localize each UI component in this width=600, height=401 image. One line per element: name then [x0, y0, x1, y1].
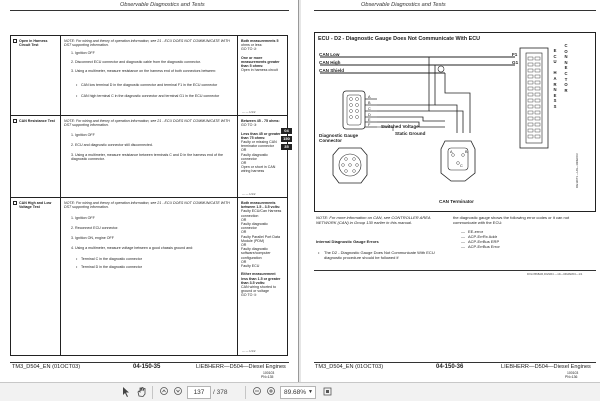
bullet-icon: •: [76, 257, 78, 261]
zoom-select[interactable]: [280, 386, 316, 399]
terminator-pin-label: C: [460, 164, 463, 168]
ecu-pin-label: G1: [512, 60, 519, 65]
result-line: One or more: [241, 55, 263, 60]
bullet-icon: •: [318, 250, 320, 255]
header-rule: [314, 10, 596, 11]
row-reference: — — 1/1/2: [242, 192, 256, 196]
result-cell: [238, 36, 289, 115]
gauge-pin-label: E: [368, 118, 371, 122]
wiring-diagram: [314, 32, 596, 212]
wire-label: CAN High: [319, 60, 341, 65]
procedure-cell: [61, 198, 238, 355]
test-name: Open in Harness Circuit Test: [19, 39, 48, 48]
result-line: Both measurements 5: [241, 39, 279, 43]
result-line: wiring harness: [241, 169, 265, 174]
procedure-bullet: Terminal C in the diagnostic connector: [81, 257, 142, 261]
figure-reference: RG12071 —UN—16DEC03: [575, 153, 579, 188]
ecu-connector-label-2: C O N N E C T O R: [564, 43, 568, 93]
pointer-icon[interactable]: [120, 387, 132, 398]
ecu-pin-label: F1: [512, 52, 518, 57]
viewer-toolbar: [0, 382, 600, 401]
result-line: Faulty diagnostic: [241, 247, 268, 252]
test-name-cell: [11, 36, 61, 115]
footer-date: 100103: [567, 371, 579, 375]
result-line: GO TO ③: [241, 123, 257, 128]
result-line: than 75 ohms:: [241, 135, 266, 140]
procedure-note: NOTE: For wiring and theory of operation information, see 21 - ECU DOES NOT COMMUNICATE WITH DST supporting information.: [64, 201, 230, 210]
diagnostic-table: [10, 35, 288, 356]
table-row: [11, 198, 287, 355]
result-line: Between 45 - 75 ohms:: [241, 119, 280, 123]
fit-icon[interactable]: [321, 387, 333, 398]
tab-label: 150: [281, 136, 292, 142]
result-line: software/computer: [241, 251, 271, 256]
page-header: Observable Diagnostics and Tests: [120, 2, 205, 8]
terminator-pin-label: A: [450, 150, 453, 154]
page-left: [0, 0, 299, 382]
footer-rule: [314, 362, 596, 363]
result-line: Faulty diagnostic: [241, 222, 268, 226]
procedure-bullet: CAN high terminal C in the diagnostic connector and terminal G1 in the ECU connector: [81, 94, 220, 98]
bullet-icon: —: [461, 229, 465, 234]
row-reference: — — 1/1/2: [242, 110, 256, 114]
procedure-step: 2. ECU and diagnostic connector still disconnected.: [71, 143, 153, 147]
result-line: OR: [241, 243, 247, 247]
footer-title: LIEBHERR—D504—Diesel Engines: [196, 364, 286, 370]
footer-date: 100103: [263, 371, 275, 375]
result-line: ground or voltage: [241, 289, 269, 294]
result-line: Open or short in CAN: [241, 165, 276, 170]
error-code: ACP-ErrRx Addr: [468, 234, 498, 239]
bullet-icon: —: [461, 234, 465, 239]
test-name: CAN High and Low Voltage Test: [19, 201, 52, 210]
bullet-icon: •: [76, 265, 78, 269]
zoom-in-icon[interactable]: [265, 387, 277, 398]
wire-label: CAN Shield: [319, 68, 345, 73]
result-line: Less than 45 or greater: [241, 131, 281, 136]
footer-page-number: 04-150-36: [436, 364, 464, 370]
hand-icon[interactable]: [135, 387, 147, 398]
row-reference: — — 1/1/2: [242, 349, 256, 353]
table-row: [11, 36, 287, 116]
section-bullet: The D2 - Diagnostic Gauge Does Not Communicate With ECU diagnostic procedure should be followed if: [324, 250, 435, 260]
result-line: connector: [241, 226, 257, 231]
wire-label: CAN Low: [319, 52, 340, 57]
procedure-bullet: CAN low terminal D in the diagnostic connector and terminal F1 in the ECU connector: [81, 83, 218, 87]
page-right: [301, 0, 600, 382]
table-row: [11, 116, 287, 198]
test-name-cell: [11, 198, 61, 355]
tab-label: 04: [281, 128, 292, 134]
bullet-icon: —: [461, 244, 465, 249]
footer-pn: PN=135: [261, 375, 274, 379]
gauge-pin-label: F: [368, 123, 371, 127]
step-number-icon: [13, 39, 17, 43]
procedure-cell: [61, 116, 238, 197]
result-line: connector: [241, 156, 257, 161]
test-name: CAN Resistance Test: [19, 119, 55, 123]
procedure-step: 1. Ignition OFF: [71, 216, 95, 220]
procedure-step: 4. Using a multimeter, measure voltage between a good chassis ground and:: [71, 246, 194, 250]
result-line: OR: [241, 161, 247, 165]
procedure-note: NOTE: For wiring and theory of operation information, see 21 - ECU DOES NOT COMMUNICATE WITH DST supporting information.: [64, 119, 230, 128]
result-line: connection: [241, 213, 259, 218]
procedure-step: 1. Ignition OFF: [71, 133, 95, 137]
result-line: OR: [241, 259, 247, 264]
result-line: Open in harness circuit: [241, 68, 278, 73]
result-line: than 5 ohms:: [241, 64, 264, 69]
gauge-pin-label: D: [368, 113, 371, 117]
footer-doc-id: TM3_D504_EN (01OCT03): [315, 364, 384, 370]
page-total: / 378: [213, 389, 228, 396]
terminator-pin-label: B: [465, 150, 468, 154]
result-line: Faulty ECU: [241, 264, 260, 268]
result-line: Faulty Parallel Port Data: [241, 234, 280, 239]
result-line: than 3.5 volts:: [241, 280, 266, 285]
footer-pn: PN=136: [565, 375, 578, 379]
bullet-icon: •: [76, 94, 78, 98]
procedure-step: 2. Reconnect ECU connector.: [71, 226, 119, 230]
next-page-icon[interactable]: [172, 387, 184, 398]
section-rule: [314, 270, 596, 271]
result-line: between 1.5 - 3.5 volts:: [241, 205, 281, 210]
test-name-cell: [11, 116, 61, 197]
result-line: OR: [241, 148, 247, 153]
section-reference: DXLO568AR,DGNR4 —19—04MAR03—1/1: [527, 272, 583, 276]
result-line: less than 1.5 or greater: [241, 276, 281, 281]
can-terminator-label: CAN Terminator: [439, 199, 474, 204]
result-line: Either measurement: [241, 272, 276, 277]
result-line: Faulty ECU/Can Harness: [241, 209, 282, 214]
gauge-pin-label: A: [368, 95, 371, 99]
section-subheading: Internal Diagnostic Gauge Errors: [316, 239, 379, 244]
ecu-connector-label: E C U H A R N E S S: [553, 48, 557, 109]
footer-page-number: 04-150-35: [133, 364, 161, 370]
procedure-step: 2. Disconnect ECU connector and diagnostic cable from the diagnostic connector.: [71, 60, 201, 64]
procedure-cell: [61, 36, 238, 115]
bullet-icon: —: [461, 239, 465, 244]
result-line: Both measurements: [241, 201, 276, 205]
static-ground-label: Static Ground: [395, 131, 426, 136]
chevron-down-icon: ▼: [308, 389, 313, 395]
result-line: CAN wiring shorted to: [241, 285, 276, 289]
gauge-pin-label: C: [368, 107, 371, 111]
footer-title: LIEBHERR—D504—Diesel Engines: [501, 364, 591, 370]
step-number-icon: [13, 201, 17, 205]
toolbar-divider: [245, 386, 246, 399]
result-line: OR: [241, 230, 247, 235]
diagram-title: ECU - D2 - Diagnostic Gauge Does Not Communicate With ECU: [318, 36, 480, 42]
page-header: Observable Diagnostics and Tests: [361, 2, 446, 8]
step-number-icon: [13, 119, 17, 123]
result-line: ohms or less:: [241, 43, 263, 48]
procedure-bullet: Terminal D in the diagnostic connector: [81, 265, 142, 269]
error-code: EE-error: [468, 229, 484, 234]
result-line: GO TO ④: [241, 293, 257, 298]
result-line: GO TO ②: [241, 47, 257, 52]
figure-note: NOTE: For more information on CAN, see CONTROLLER AREA NETWORK (CAN) in Group 130 earlier in this manual.: [316, 215, 431, 225]
procedure-step: 3. Using a multimeter, measure resistance between terminals C and D in the harness end of the diagnostic connector.: [71, 153, 224, 162]
result-line: Faulty or missing CAN: [241, 140, 277, 144]
result-line: Module (PDM): [241, 238, 265, 243]
result-line: configuration: [241, 255, 262, 260]
header-rule: [10, 10, 289, 11]
error-code: ACP-ErrBus Error: [468, 244, 500, 249]
procedure-step: 1. Ignition OFF: [71, 51, 95, 55]
switched-voltage-label: Switched Voltage: [381, 124, 419, 129]
footer-rule: [10, 362, 289, 363]
tab-label: 35: [281, 144, 292, 150]
error-code: ACP-ErrBus ERP: [468, 239, 500, 244]
footer-doc-id: TM3_D504_EN (01OCT03): [12, 364, 81, 370]
result-line: OR: [241, 217, 247, 222]
zoom-out-icon[interactable]: [251, 387, 263, 398]
toolbar-divider: [152, 386, 153, 399]
result-line: Faulty diagnostic: [241, 152, 268, 157]
result-line: measurements greater: [241, 60, 280, 64]
procedure-step: 3. Ignition ON, engine OFF: [71, 236, 114, 240]
procedure-step: 3. Using a multimeter, measure resistance on the harness end of both connectors between:: [71, 69, 217, 73]
bullet-icon: •: [76, 83, 78, 87]
result-line: terminator connector: [241, 144, 274, 149]
prev-page-icon[interactable]: [158, 387, 170, 398]
page-number-input[interactable]: 137: [187, 386, 211, 399]
procedure-note: NOTE: For wiring and theory of operation information, see 21 - ECU DOES NOT COMMUNICATE WITH DST supporting information.: [64, 39, 230, 48]
result-cell: [238, 198, 289, 355]
codes-intro: the diagnostic gauge shows the following error codes or it can not communicate with the ECU:: [453, 215, 570, 225]
zoom-value: 89.68%: [284, 389, 307, 396]
diagnostic-connector-label: Diagnostic Gauge Connector: [319, 133, 359, 144]
gauge-pin-label: B: [368, 101, 371, 105]
